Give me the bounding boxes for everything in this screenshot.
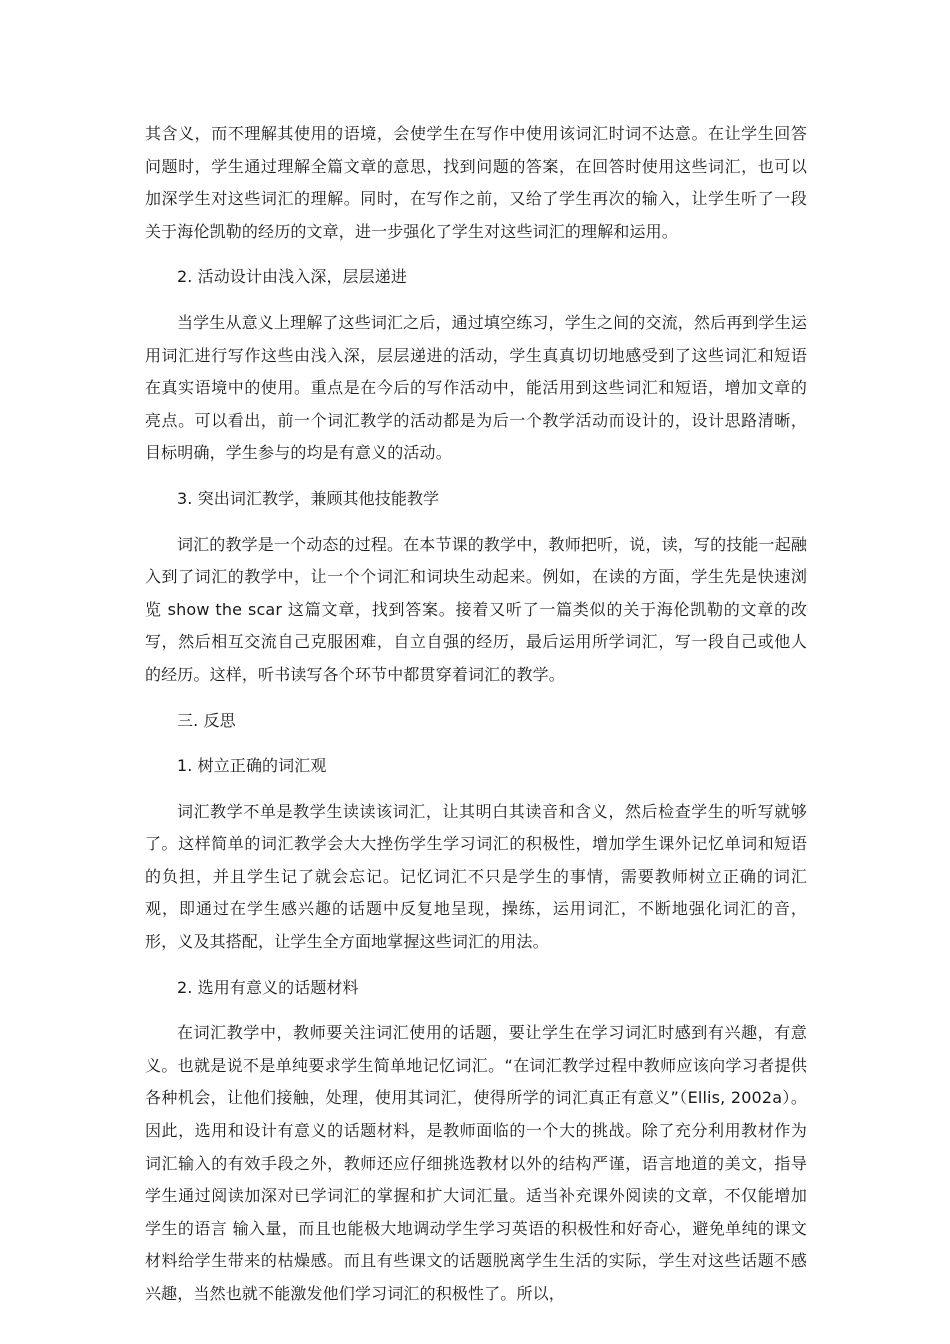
paragraph: 词汇教学不单是教学生读读该词汇，让其明白其读音和含义，然后检查学生的听写就够了。这样简单的词汇教学会大大挫伤学生学习词汇的积极性，增加学生课外记忆单词和短语的负担，并且学生记了就会忘记。记忆词汇不只是学生的事情，需要教师树立正确的词汇观，即通过在学生感兴趣的话题中反复地呈现，操练，运用词汇，不断地强化词汇的音，形，义及其搭配，让学生全方面地掌握这些词汇的用法。: [145, 801, 807, 952]
paragraph: 词汇的教学是一个动态的过程。在本节课的教学中，教师把听，说，读，写的技能一起融入到了词汇的教学中，让一个个词汇和词块生动起来。例如，在读的方面，学生先是快速浏览 show the scar 这篇文章，找到答案。接着又听了一篇类似的关于海伦凯勒的文章的改写，然后相互交流自己克服困难，自立自强的经历，最后运用所学词汇，写一段自己或他人的经历。这样，听书读写各个环节中都贯穿着词汇的教学。: [145, 534, 807, 684]
section-heading: 2. 活动设计由浅入深，层层递进: [177, 267, 407, 287]
chapter-heading: 三. 反思: [177, 710, 236, 730]
paragraph: 其含义，而不理解其使用的语境，会使学生在写作中使用该词汇时词不达意。在让学生回答问题时，学生通过理解全篇文章的意思，找到问题的答案，在回答时使用这些词汇，也可以加深学生对这些词汇的理解。同时，在写作之前，又给了学生再次的输入，让学生听了一段关于海伦凯勒的经历的文章，进一步强化了学生对这些词汇的理解和运用。: [145, 124, 807, 241]
paragraph: 在词汇教学中，教师要关注词汇使用的话题，要让学生在学习词汇时感到有兴趣，有意义。也就是说不是单纯要求学生简单地记忆词汇。“在词汇教学过程中教师应该向学习者提供各种机会，让他们接触，处理，使用其词汇，使得所学的词汇真正有意义”（Ellis, 2002a）。因此，选用和设计有意义的话题材料，是教师面临的一个大的挑战。除了充分利用教材作为词汇输入的有效手段之外，教师还应仔细挑选教材以外的结构严谨，语言地道的美文，指导学生通过阅读加深对已学词汇的掌握和扩大词汇量。适当补充课外阅读的文章，不仅能增加学生的语言 输入量，而且也能极大地调动学生学习英语的积极性和好奇心，避免单纯的课文材料给学生带来的枯燥感。而且有些课文的话题脱离学生生活的实际，学生对这些话题不感兴趣，当然也就不能激发他们学习词汇的积极性了。所以，: [145, 1023, 807, 1303]
section-heading: 1. 树立正确的词汇观: [177, 756, 327, 776]
section-heading: 2. 选用有意义的话题材料: [177, 977, 359, 997]
document-body: [145, 118, 807, 1324]
section-heading: 3. 突出词汇教学，兼顾其他技能教学: [177, 488, 440, 508]
paragraph: 当学生从意义上理解了这些词汇之后，通过填空练习，学生之间的交流，然后再到学生运用词汇进行写作这些由浅入深，层层递进的活动，学生真真切切地感受到了这些词汇和短语在真实语境中的使用。重点是在今后的写作活动中，能活用到这些词汇和短语，增加文章的亮点。可以看出，前一个词汇教学的活动都是为后一个教学活动而设计的，设计思路清晰，目标明确，学生参与的均是有意义的活动。: [145, 312, 807, 463]
